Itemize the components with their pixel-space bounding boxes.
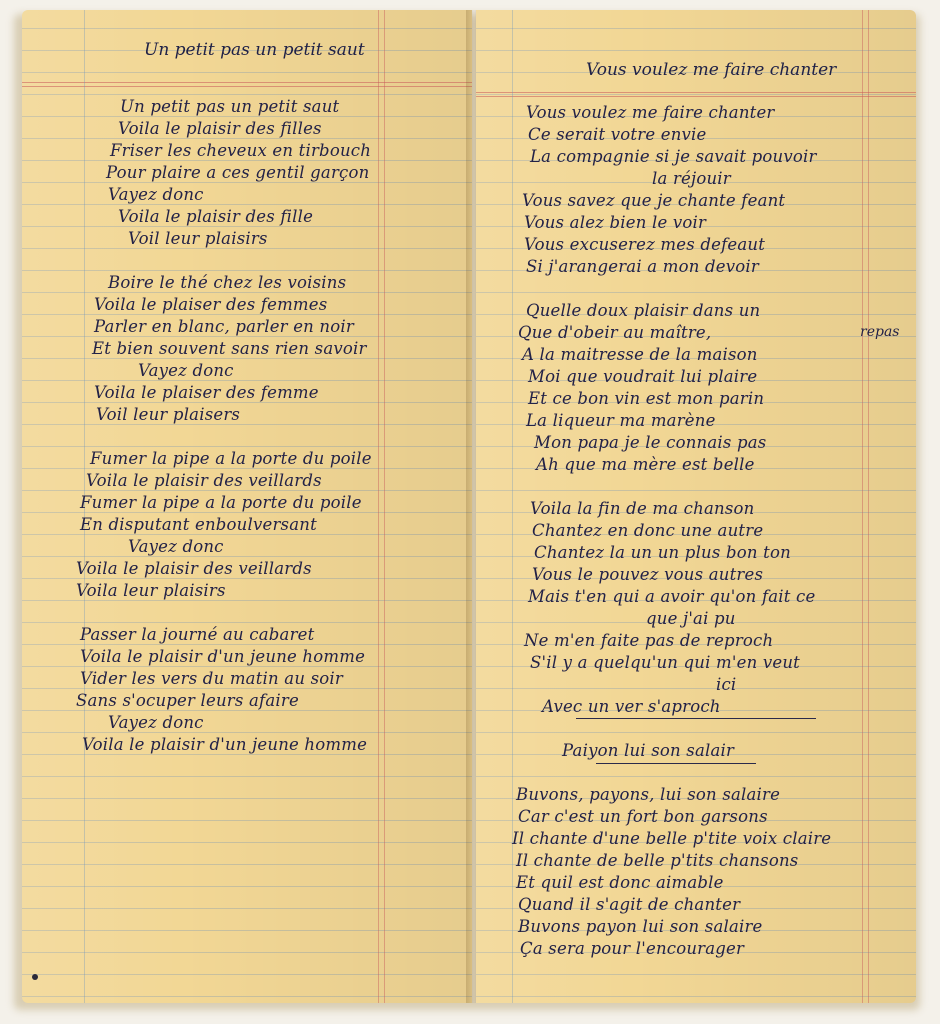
lyric-line: Mon papa je le connais pas [534,433,767,452]
lyric-line: Pour plaire a ces gentil garçon [106,163,370,182]
lyric-line: S'il y a quelqu'un qui m'en veut [530,653,801,672]
lyric-line: Boire le thé chez les voisins [108,273,347,292]
lyric-line: Voila leur plaisirs [76,581,226,600]
lyric-line: Vider les vers du matin au soir [80,669,343,688]
stanza-gap [22,426,472,448]
lyric-line: Vous savez que je chante feant [522,191,786,210]
lyric-line: Vous alez bien le voir [524,213,707,232]
lyric-line: Passer la journé au cabaret [80,625,315,644]
lyric-line: Car c'est un fort bon garsons [518,807,768,826]
lyric-line: Vayez donc [138,361,234,380]
lyric-line: Voil leur plaisers [96,405,241,424]
lyric-line: Vous excuserez mes defeaut [524,235,766,254]
lyric-line: Que d'obeir au maître, [518,323,712,342]
lyric-line: Voila la fin de ma chanson [530,499,755,518]
ink-spot [32,974,38,980]
header-rule-bottom [22,86,472,87]
underline-rule [596,763,756,764]
underline-rule [576,718,816,719]
lyric-line: En disputant enboulversant [80,515,317,534]
lyric-line: Si j'arangerai a mon devoir [526,257,759,276]
stanza-gap [476,278,916,300]
lyric-line: Voila le plaisir des filles [118,119,322,138]
lyric-line: La liqueur ma marène [526,411,716,430]
stanza-gap [22,602,472,624]
stanza-gap [476,718,916,740]
lyric-line: Ce serait votre envie [528,125,707,144]
stanza-gap [476,476,916,498]
left-page-header: Un petit pas un petit saut [144,40,365,60]
lyric-line: Il chante de belle p'tits chansons [516,851,799,870]
right-page-lyrics [476,102,916,960]
left-page [22,10,472,1003]
lyric-line: Ah que ma mère est belle [536,455,755,474]
stanza-gap [22,250,472,272]
lyric-line: Friser les cheveux en tirbouch [110,141,372,160]
lyric-line: Moi que voudrait lui plaire [528,367,758,386]
stanza-gap [476,762,916,784]
lyric-line: Et quil est donc aimable [516,873,724,892]
header-rule-top [476,92,916,93]
right-page [476,10,916,1003]
lyric-line: Fumer la pipe a la porte du poile [90,449,372,468]
lyric-line: Voila le plaisir des veillards [86,471,322,490]
lyric-line: Il chante d'une belle p'tite voix claire [512,829,832,848]
section-title-text: Paiyon lui son salair [562,741,735,760]
lyric-line-text: Avec un ver s'aproch [542,697,721,716]
lyric-line: que j'ai pu [646,609,736,628]
lyric-line: Voil leur plaisirs [128,229,268,248]
lyric-line: Et bien souvent sans rien savoir [92,339,367,358]
header-rule-top [22,82,472,83]
lyric-line: Ça sera pour l'encourager [520,939,745,958]
lyric-line: Quelle doux plaisir dans un [526,301,761,320]
left-page-lyrics [22,96,472,756]
lyric-line: Chantez la un un plus bon ton [534,543,791,562]
lyric-line: Vous voulez me faire chanter [526,103,775,122]
lyric-line: Un petit pas un petit saut [120,97,340,116]
lyric-line [476,696,916,718]
lyric-line: A la maitresse de la maison [522,345,758,364]
lyric-line: Sans s'ocuper leurs afaire [76,691,299,710]
lyric-line: Buvons payon lui son salaire [518,917,763,936]
lyric-line: Vayez donc [128,537,224,556]
lyric-line: Vous le pouvez vous autres [532,565,764,584]
lyric-line: Quand il s'agit de chanter [518,895,741,914]
lyric-line: Ne m'en faite pas de reproch [524,631,774,650]
lyric-line: Chantez en donc une autre [532,521,764,540]
lyric-line: Vayez donc [108,185,204,204]
right-page-header: Vous voulez me faire chanter [586,60,837,80]
lyric-line: Voila le plaiser des femme [94,383,319,402]
lyric-line: Voila le plaisir des veillards [76,559,312,578]
lyric-line: Voila le plaisir d'un jeune homme [82,735,368,754]
lyric-line: ici [716,675,737,694]
lyric-line: la réjouir [652,169,731,188]
header-rule-bottom [476,96,916,97]
lyric-line: Fumer la pipe a la porte du poile [80,493,362,512]
lyric-line: Voila le plaiser des femmes [94,295,328,314]
lyric-line: Voila le plaisir des fille [118,207,314,226]
lyric-line: Mais t'en qui a avoir qu'on fait ce [528,587,816,606]
lyric-line: Vayez donc [108,713,204,732]
lyric-line: La compagnie si je savait pouvoir [530,147,817,166]
lyric-line: Et ce bon vin est mon parin [528,389,765,408]
section-title [476,740,916,762]
lyric-line: Parler en blanc, parler en noir [94,317,354,336]
lyric-line: Buvons, payons, lui son salaire [516,785,781,804]
margin-note: repas [860,324,900,340]
lyric-line: Voila le plaisir d'un jeune homme [80,647,366,666]
